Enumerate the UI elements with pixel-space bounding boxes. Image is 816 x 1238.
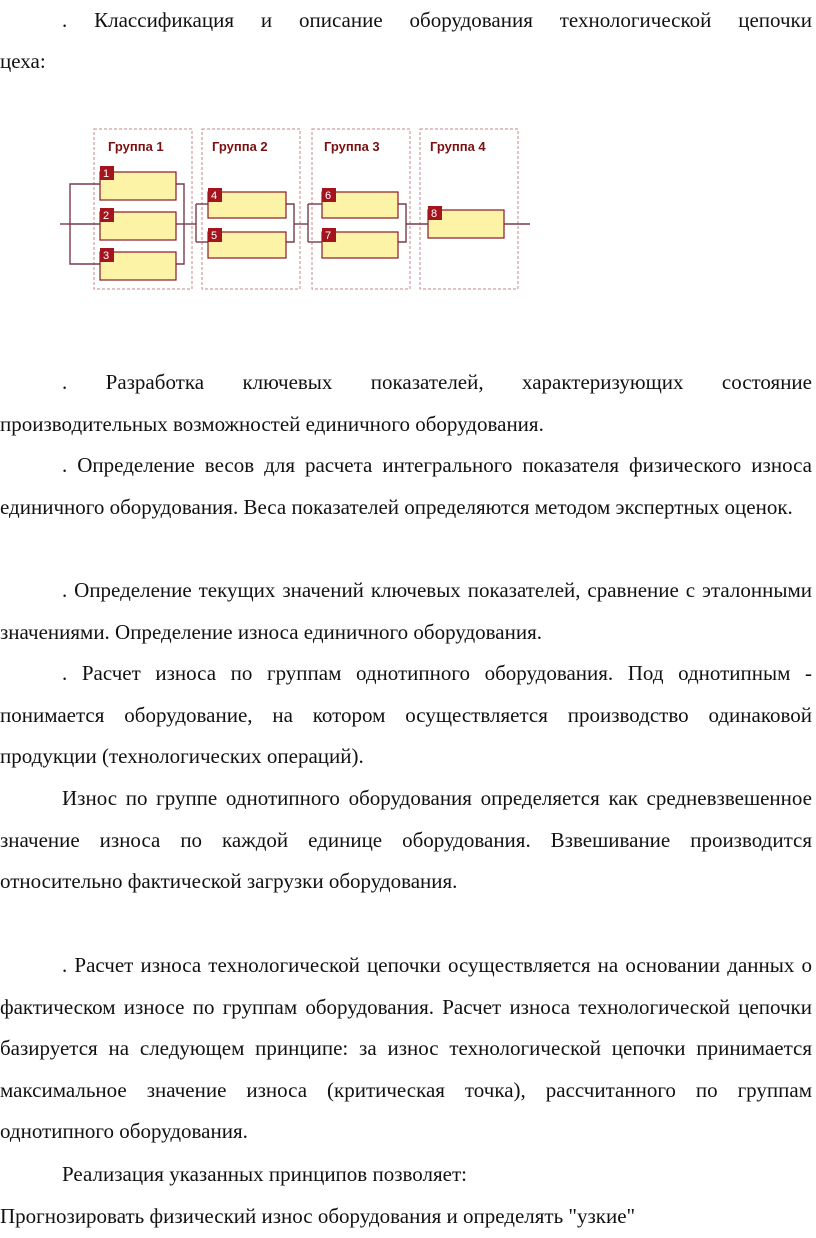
paragraph-3: . Определение текущих значений ключевых показателей, сравнение с эталонными значениями. Определение износа единичного оборудования. (0, 578, 812, 644)
unit-tag-6: 6 (325, 190, 332, 202)
group-label-2: Группа 2 (212, 139, 268, 154)
group-label-4: Группа 4 (430, 139, 486, 154)
group-label-3: Группа 3 (324, 139, 380, 154)
intro-line-1: . Классификация и описание оборудования технологической цепочки (62, 8, 812, 32)
paragraph-5: Износ по группе однотипного оборудования определяется как средневзвешенное значение износа по каждой единице оборудования. Взвешивание производится относительно фактической загрузки оборудования. (0, 786, 812, 893)
unit-tag-1: 1 (103, 168, 110, 180)
paragraph-1: . Разработка ключевых показателей, характеризующих состояние производительных возможностей единичного оборудования. (0, 370, 812, 436)
unit-2 (100, 208, 176, 240)
final-line: Прогнозировать физический износ оборудования и определять "узкие" (0, 1204, 636, 1228)
unit-tag-3: 3 (103, 250, 110, 262)
unit-tag-2: 2 (103, 210, 110, 222)
unit-7 (322, 228, 398, 258)
unit-tag-8: 8 (431, 208, 438, 220)
unit-8 (428, 206, 504, 238)
group-label-1: Группа 1 (108, 139, 164, 154)
unit-1 (100, 166, 176, 200)
unit-6 (322, 188, 398, 218)
paragraph-4: . Расчет износа по группам однотипного оборудования. Под однотипным - понимается оборудование, на котором осуществляется производство одинаковой продукции (технологических операций). (0, 661, 812, 768)
unit-tag-5: 5 (211, 230, 218, 242)
equipment-chain-diagram (60, 124, 530, 294)
unit-tag-7: 7 (325, 230, 332, 242)
intro-line-2: цеха: (0, 49, 46, 73)
paragraph-2: . Определение весов для расчета интегрального показателя физического износа единичного оборудования. Веса показателей определяются методом экспертных оценок. (0, 453, 812, 519)
paragraph-6: . Расчет износа технологической цепочки осуществляется на основании данных о фактическом износе по группам оборудования. Расчет износа технологической цепочки базируется на следующем принципе: за износ технологической цепочки принимается максимальное значение износа (критическая точка), рассчитанного по группам однотипного оборудования. (0, 953, 812, 1143)
paragraph-7: Реализация указанных принципов позволяет: (62, 1162, 467, 1186)
unit-5 (208, 228, 286, 258)
unit-3 (100, 248, 176, 280)
unit-4 (208, 188, 286, 218)
unit-tag-4: 4 (211, 190, 218, 202)
